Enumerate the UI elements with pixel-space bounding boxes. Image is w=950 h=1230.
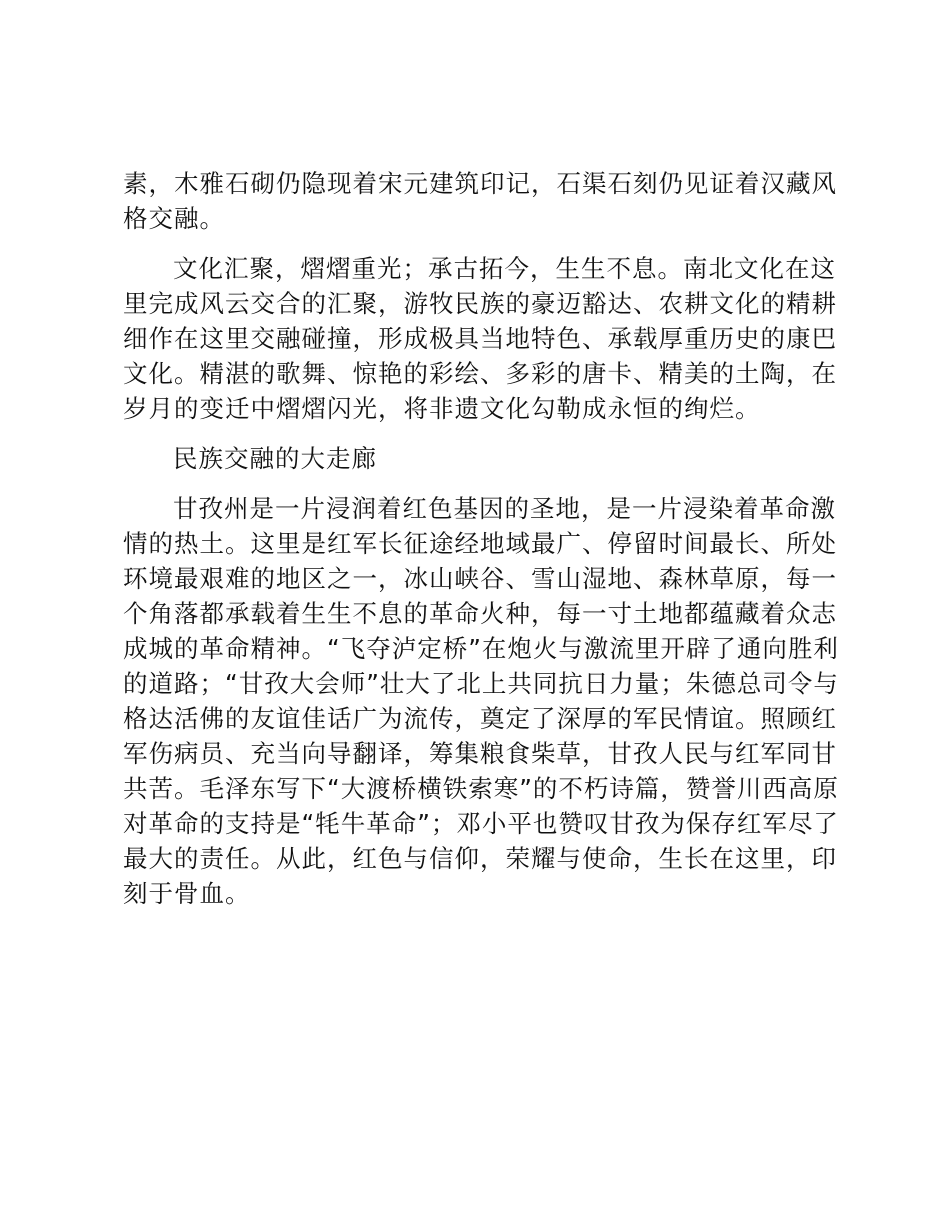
text-line: 文化汇聚，熠熠重光；承古拓今，生生不息。南北文化在这 (173, 254, 836, 283)
text-line: 细作在这里交融碰撞，形成极具当地特色、承载厚重历史的康巴 (123, 324, 837, 353)
section-heading (123, 441, 839, 476)
text-line: 岁月的变迁中熠熠闪光，将非遗文化勾勒成永恒的绚烂。 (123, 394, 761, 423)
text-line: 刻于骨血。 (123, 879, 251, 908)
text-line: 环境最艰难的地区之一，冰山峡谷、雪山湿地、森林草原，每一 (123, 564, 837, 593)
text-line: 情的热土。这里是红军长征途经地域最广、停留时间最长、所处 (123, 529, 837, 558)
text-line: 的道路；“甘孜大会师”壮大了北上共同抗日力量；朱德总司令与 (123, 669, 839, 698)
section-title: 民族交融的大走廊 (173, 444, 377, 473)
text-line: 共苦。毛泽东写下“大渡桥横铁索寒”的不朽诗篇，赞誉川西高原 (123, 774, 839, 803)
text-line: 文化。精湛的歌舞、惊艳的彩绘、多彩的唐卡、精美的土陶，在 (123, 359, 837, 388)
text-line: 格达活佛的友谊佳话广为流传，奠定了深厚的军民情谊。照顾红 (123, 704, 837, 733)
text-line: 甘孜州是一片浸润着红色基因的圣地，是一片浸染着革命激 (173, 494, 836, 523)
text-line: 个角落都承载着生生不息的革命火种，每一寸土地都蕴藏着众志 (123, 599, 837, 628)
text-line: 军伤病员、充当向导翻译，筹集粮食柴草，甘孜人民与红军同甘 (123, 739, 837, 768)
text-line: 格交融。 (123, 204, 225, 233)
text-line: 里完成风云交合的汇聚，游牧民族的豪迈豁达、农耕文化的精耕 (123, 289, 837, 318)
document-body (123, 166, 839, 926)
paragraph-culture (123, 251, 839, 426)
paragraph-continuation (123, 166, 839, 236)
text-line: 成城的革命精神。“飞夺泸定桥”在炮火与激流里开辟了通向胜利 (123, 634, 839, 663)
paragraph-red-heritage (123, 491, 839, 911)
text-line: 对革命的支持是“牦牛革命”；邓小平也赞叹甘孜为保存红军尽了 (123, 809, 839, 838)
text-line: 最大的责任。从此，红色与信仰，荣耀与使命，生长在这里，印 (123, 844, 837, 873)
text-line: 素，木雅石砌仍隐现着宋元建筑印记，石渠石刻仍见证着汉藏风 (123, 169, 837, 198)
